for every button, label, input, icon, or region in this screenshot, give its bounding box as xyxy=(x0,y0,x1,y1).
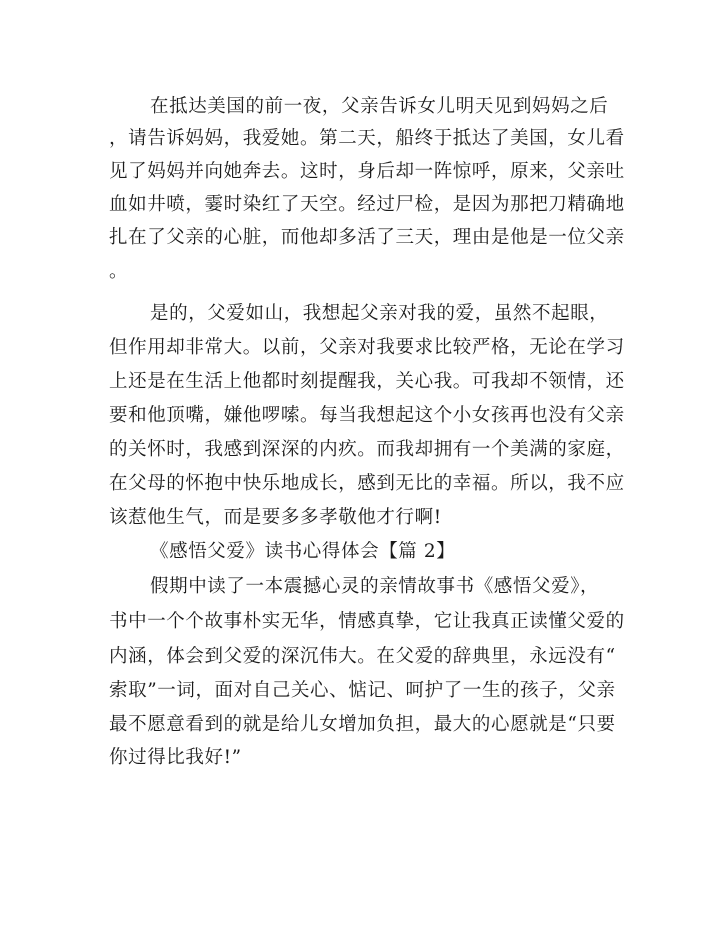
paragraph-line: 血如井喷，霎时染红了天空。经过尸检，是因为那把刀精确地 xyxy=(109,194,625,215)
paragraph-line: 假期中读了一本震撼心灵的亲情故事书《感悟父爱》， xyxy=(150,576,600,597)
paragraph-line: 见了妈妈并向她奔去。这时，身后却一阵惊呼，原来，父亲吐 xyxy=(109,161,625,182)
paragraph-line: 在抵达美国的前一夜，父亲告诉女儿明天见到妈妈之后 xyxy=(150,96,609,117)
paragraph-line: ，请告诉妈妈，我爱她。第二天，船终于抵达了美国，女儿看 xyxy=(109,128,625,149)
paragraph-line: 但作用却非常大。以前，父亲对我要求比较严格，无论在学习 xyxy=(109,337,625,358)
paragraph-line: 索取”一词，面对自己关心、惦记、呵护了一生的孩子，父亲 xyxy=(109,680,616,701)
paragraph-line: 该惹他生气，而是要多多孝敬他才行啊! xyxy=(109,507,442,528)
paragraph-line: 在父母的怀抱中快乐地成长，感到无比的幸福。所以，我不应 xyxy=(109,473,625,494)
paragraph-line: 上还是在生活上他都时刻提醒我，关心我。可我却不领情，还 xyxy=(109,371,625,392)
paragraph-line: 内涵，体会到父爱的深沉伟大。在父爱的辞典里，永远没有“ xyxy=(109,646,616,667)
paragraph-line: 最不愿意看到的就是给儿女增加负担，最大的心愿就是“只要 xyxy=(109,714,616,735)
paragraph-line: 的关怀时，我感到深深的内疚。而我却拥有一个美满的家庭， xyxy=(109,439,625,460)
section-heading: 《感悟父爱》读书心得体会【篇 2】 xyxy=(150,541,456,562)
paragraph-line: 是的，父爱如山，我想起父亲对我的爱，虽然不起眼， xyxy=(150,303,609,324)
paragraph-line: 要和他顶嘴，嫌他啰嗦。每当我想起这个小女孩再也没有父亲 xyxy=(109,405,625,426)
paragraph-line: 扎在了父亲的心脏，而他却多活了三天，理由是他是一位父亲 xyxy=(109,227,625,248)
paragraph-line: 书中一个个故事朴实无华，情感真挚，它让我真正读懂父爱的 xyxy=(109,611,625,632)
paragraph-line: 。 xyxy=(109,261,129,282)
paragraph-line: 你过得比我好!” xyxy=(109,747,242,768)
